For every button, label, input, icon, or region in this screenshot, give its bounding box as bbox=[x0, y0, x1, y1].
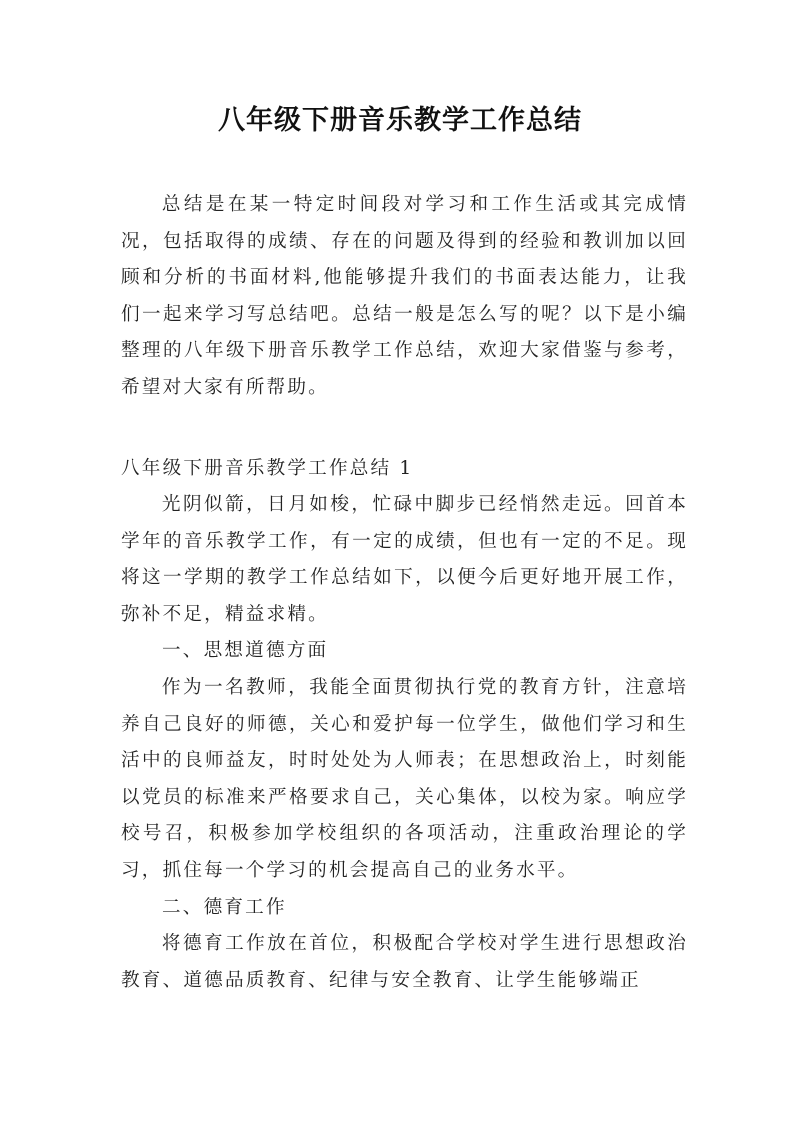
body-paragraph-1: 光阴似箭，日月如梭，忙碌中脚步已经悄然走远。回首本学年的音乐教学工作，有一定的成绩，但也有一定的不足。现将这一学期的教学工作总结如下，以便今后更好地开展工作，弥补不足，精益求精。 bbox=[121, 494, 688, 625]
subheading-moral: 一、思想道德方面 bbox=[162, 640, 329, 661]
body-paragraph-3: 将德育工作放在首位，积极配合学校对学生进行思想政治教育、道德品质教育、纪律与安全教育、让学生能够端正 bbox=[121, 933, 688, 991]
intro-paragraph: 总结是在某一特定时间段对学习和工作生活或其完成情况，包括取得的成绩、存在的问题及得到的经验和教训加以回顾和分析的书面材料,他能够提升我们的书面表达能力，让我们一起来学习写总结吧。总结一般是怎么写的呢？以下是小编整理的八年级下册音乐教学工作总结，欢迎大家借鉴与参考，希望对大家有所帮助。 bbox=[121, 194, 688, 398]
document-title: 八年级下册音乐教学工作总结 bbox=[218, 105, 582, 136]
section-heading: 八年级下册音乐教学工作总结 1 bbox=[121, 458, 414, 479]
body-paragraph-2: 作为一名教师，我能全面贯彻执行党的教育方针，注意培养自己良好的师德，关心和爱护每一位学生，做他们学习和生活中的良师益友，时时处处为人师表；在思想政治上，时刻能以党员的标准来严格要求自己，关心集体，以校为家。响应学校号召，积极参加学校组织的各项活动，注重政治理论的学习，抓住每一个学习的机会提高自己的业务水平。 bbox=[121, 677, 688, 881]
subheading-moral-education: 二、德育工作 bbox=[162, 897, 287, 918]
